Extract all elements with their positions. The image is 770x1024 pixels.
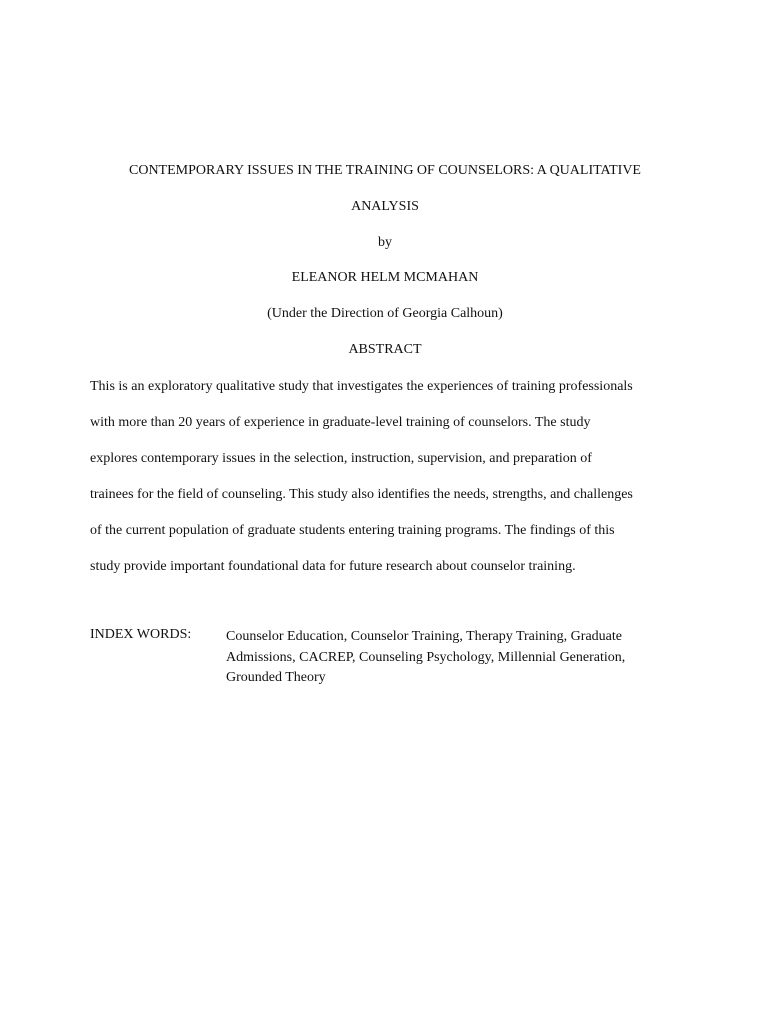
index-words-list [226, 627, 686, 689]
abstract-line: of the current population of graduate students entering training programs. The findings of this [90, 523, 615, 538]
author-name: ELEANOR HELM MCMAHAN [291, 270, 479, 285]
abstract-line: This is an exploratory qualitative study that investigates the experiences of training professionals [90, 379, 633, 394]
abstract-line: trainees for the field of counseling. This study also identifies the needs, strengths, and challenges [90, 487, 633, 502]
title-line-1: CONTEMPORARY ISSUES IN THE TRAINING OF COUNSELORS: A QUALITATIVE [129, 163, 641, 178]
index-words-line: Admissions, CACREP, Counseling Psychology, Millennial Generation, [226, 649, 626, 665]
abstract-body [90, 377, 690, 593]
index-words-line: Counselor Education, Counselor Training, Therapy Training, Graduate [226, 629, 622, 644]
abstract-line: with more than 20 years of experience in graduate-level training of counselors. The study [90, 415, 591, 430]
direction-line: (Under the Direction of Georgia Calhoun) [267, 306, 503, 321]
index-words-label: INDEX WORDS: [90, 627, 192, 642]
abstract-heading: ABSTRACT [348, 342, 422, 357]
index-words-line: Grounded Theory [226, 670, 326, 685]
by-line: by [378, 235, 392, 250]
title-line-2: ANALYSIS [351, 199, 419, 214]
abstract-line: study provide important foundational data for future research about counselor training. [90, 559, 576, 574]
abstract-line: explores contemporary issues in the selection, instruction, supervision, and preparation of [90, 451, 592, 466]
